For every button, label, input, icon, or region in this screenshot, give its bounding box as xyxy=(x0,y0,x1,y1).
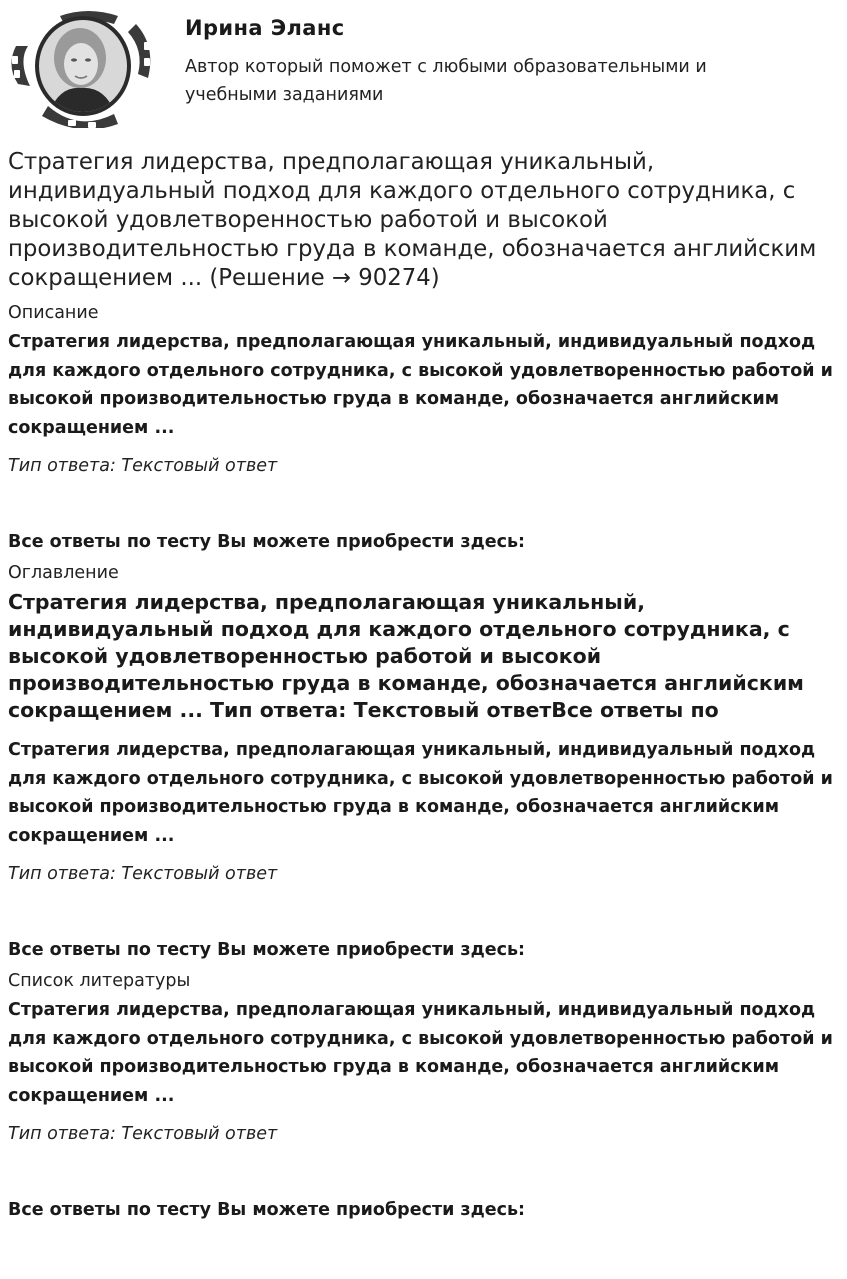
description-section xyxy=(8,302,842,553)
author-description: Автор который поможет с любыми образовательными и учебными заданиями xyxy=(185,57,707,105)
buy-answers-text: Все ответы по тесту Вы можете приобрести здесь: xyxy=(8,1200,526,1220)
answer-type: Тип ответа: Текстовый ответ xyxy=(8,1124,278,1144)
literature-text: Стратегия лидерства, предполагающая уникальный, индивидуальный подход для каждого отдельного сотрудника, с высокой удовлетворенностью работой и высокой производительностью груда в команде, обозначается английским сокращением ... xyxy=(8,1000,833,1106)
section-label-literature: Список литературы xyxy=(8,971,191,991)
answer-type: Тип ответа: Текстовый ответ xyxy=(8,456,278,476)
section-label-toc: Оглавление xyxy=(8,563,119,583)
article xyxy=(8,148,842,1221)
author-avatar[interactable] xyxy=(8,6,158,128)
buy-answers-text: Все ответы по тесту Вы можете приобрести здесь: xyxy=(8,940,526,960)
author-card xyxy=(8,6,839,128)
buy-answers-text: Все ответы по тесту Вы можете приобрести здесь: xyxy=(8,532,526,552)
answer-type: Тип ответа: Текстовый ответ xyxy=(8,864,278,884)
literature-section xyxy=(8,970,842,1221)
author-name[interactable]: Ирина Эланс xyxy=(185,16,345,40)
description-text: Стратегия лидерства, предполагающая уникальный, индивидуальный подход для каждого отдельного сотрудника, с высокой удовлетворенностью работой и высокой производительностью груда в команде, обозначается английским сокращением ... xyxy=(8,332,833,438)
toc-text: Стратегия лидерства, предполагающая уникальный, индивидуальный подход для каждого отдельного сотрудника, с высокой удовлетворенностью работой и высокой производительностью груда в команде, обозначается английским сокращением ... xyxy=(8,740,833,846)
page-title: Стратегия лидерства, предполагающая уникальный, индивидуальный подход для каждого отдельного сотрудника, с высокой удовлетворенностью работой и высокой производительностью груда в команде, обозначается английским сокращением ... (Решение → 90274) xyxy=(8,149,817,291)
section-label-description: Описание xyxy=(8,303,99,323)
toc-heading: Стратегия лидерства, предполагающая уникальный, индивидуальный подход для каждого отдельного сотрудника, с высокой удовлетворенностью работой и высокой производительностью груда в команде, обозначается английским сокращением ... Тип ответа: Текстовый ответВсе ответы по xyxy=(8,590,804,722)
toc-section xyxy=(8,562,842,961)
